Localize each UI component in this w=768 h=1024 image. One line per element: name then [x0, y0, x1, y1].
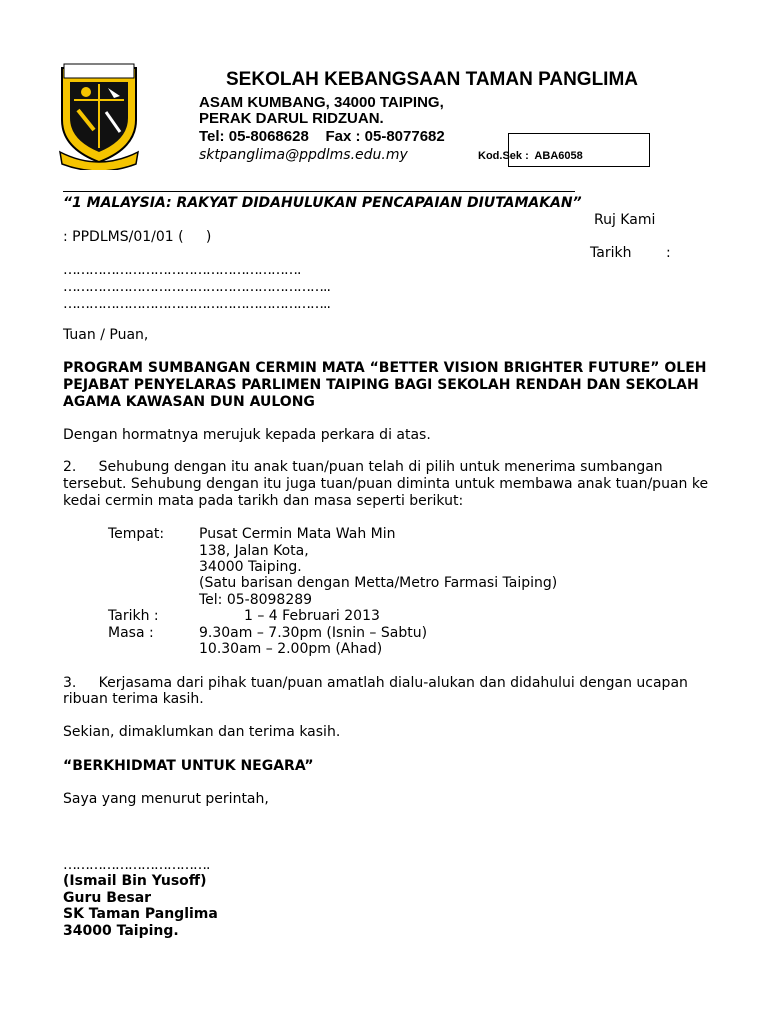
event-date-value: 1 – 4 Februari 2013 [244, 608, 380, 624]
phone-fax: Tel: 05-8068628 Fax : 05-8077682 [199, 128, 445, 145]
date-label: Tarikh [590, 245, 632, 261]
subject-line-1: PROGRAM SUMBANGAN CERMIN MATA “BETTER VISION BRIGHTER FUTURE” OLEH [63, 360, 707, 376]
signature-line: ……………………………. [63, 857, 210, 873]
school-crest-logo [58, 60, 140, 170]
our-ref-value: : PPDLMS/01/01 ( ) [63, 229, 212, 245]
school-email: sktpanglima@ppdlms.edu.my [199, 147, 408, 163]
paragraph-3-line-2: ribuan terima kasih. [63, 691, 204, 707]
recipient-line-2: …………………………………………………….. [63, 279, 330, 295]
signatory-town: 34000 Taiping. [63, 923, 179, 939]
closing-line: Sekian, dimaklumkan dan terima kasih. [63, 724, 341, 740]
subject-line-3: AGAMA KAWASAN DUN AULONG [63, 394, 315, 410]
time-value-1: 9.30am – 7.30pm (Isnin – Sabtu) [199, 625, 428, 641]
place-line-3: 34000 Taiping. [199, 559, 302, 575]
signatory-school: SK Taman Panglima [63, 906, 218, 922]
school-name: SEKOLAH KEBANGSAAN TAMAN PANGLIMA [226, 69, 639, 90]
opening-line: Dengan hormatnya merujuk kepada perkara di atas. [63, 427, 431, 443]
place-line-1: Pusat Cermin Mata Wah Min [199, 526, 396, 542]
sign-off: Saya yang menurut perintah, [63, 791, 269, 807]
event-date-label: Tarikh : [108, 608, 159, 624]
paragraph-3-line-1: 3. Kerjasama dari pihak tuan/puan amatlah dialu-alukan dan didahului dengan ucapan [63, 675, 688, 691]
date-colon: : [666, 245, 671, 261]
motto: “1 MALAYSIA: RAKYAT DIDAHULUKAN PENCAPAIAN DIUTAMAKAN” [63, 195, 582, 211]
signatory-title: Guru Besar [63, 890, 152, 906]
paragraph-2-line-1: 2. Sehubung dengan itu anak tuan/puan telah di pilih untuk menerima sumbangan [63, 459, 663, 475]
header-divider [63, 191, 575, 192]
subject-line-2: PEJABAT PENYELARAS PARLIMEN TAIPING BAGI SEKOLAH RENDAH DAN SEKOLAH [63, 377, 699, 393]
our-ref-label: Ruj Kami [594, 212, 656, 228]
signatory-name: (Ismail Bin Yusoff) [63, 873, 207, 889]
recipient-line-3: …………………………………………………….. [63, 296, 330, 312]
time-label: Masa : [108, 625, 154, 641]
time-value-2: 10.30am – 2.00pm (Ahad) [199, 641, 383, 657]
place-label: Tempat: [108, 526, 165, 542]
place-line-4: (Satu barisan dengan Metta/Metro Farmasi Taiping) [199, 575, 558, 591]
salutation: Tuan / Puan, [63, 327, 149, 343]
slogan: “BERKHIDMAT UNTUK NEGARA” [63, 758, 314, 774]
paragraph-2-line-2: tersebut. Sehubung dengan itu juga tuan/puan diminta untuk membawa anak tuan/puan ke [63, 476, 709, 492]
recipient-line-1: ………………………………………………. [63, 262, 301, 278]
paragraph-2-line-3: kedai cermin mata pada tarikh dan masa seperti berikut: [63, 493, 464, 509]
school-code: Kod.Sek : ABA6058 [478, 150, 583, 162]
place-line-2: 138, Jalan Kota, [199, 543, 309, 559]
place-line-5: Tel: 05-8098289 [199, 592, 313, 608]
address-line-1: ASAM KUMBANG, 34000 TAIPING, [199, 94, 444, 111]
address-line-2: PERAK DARUL RIDZUAN. [199, 110, 384, 127]
